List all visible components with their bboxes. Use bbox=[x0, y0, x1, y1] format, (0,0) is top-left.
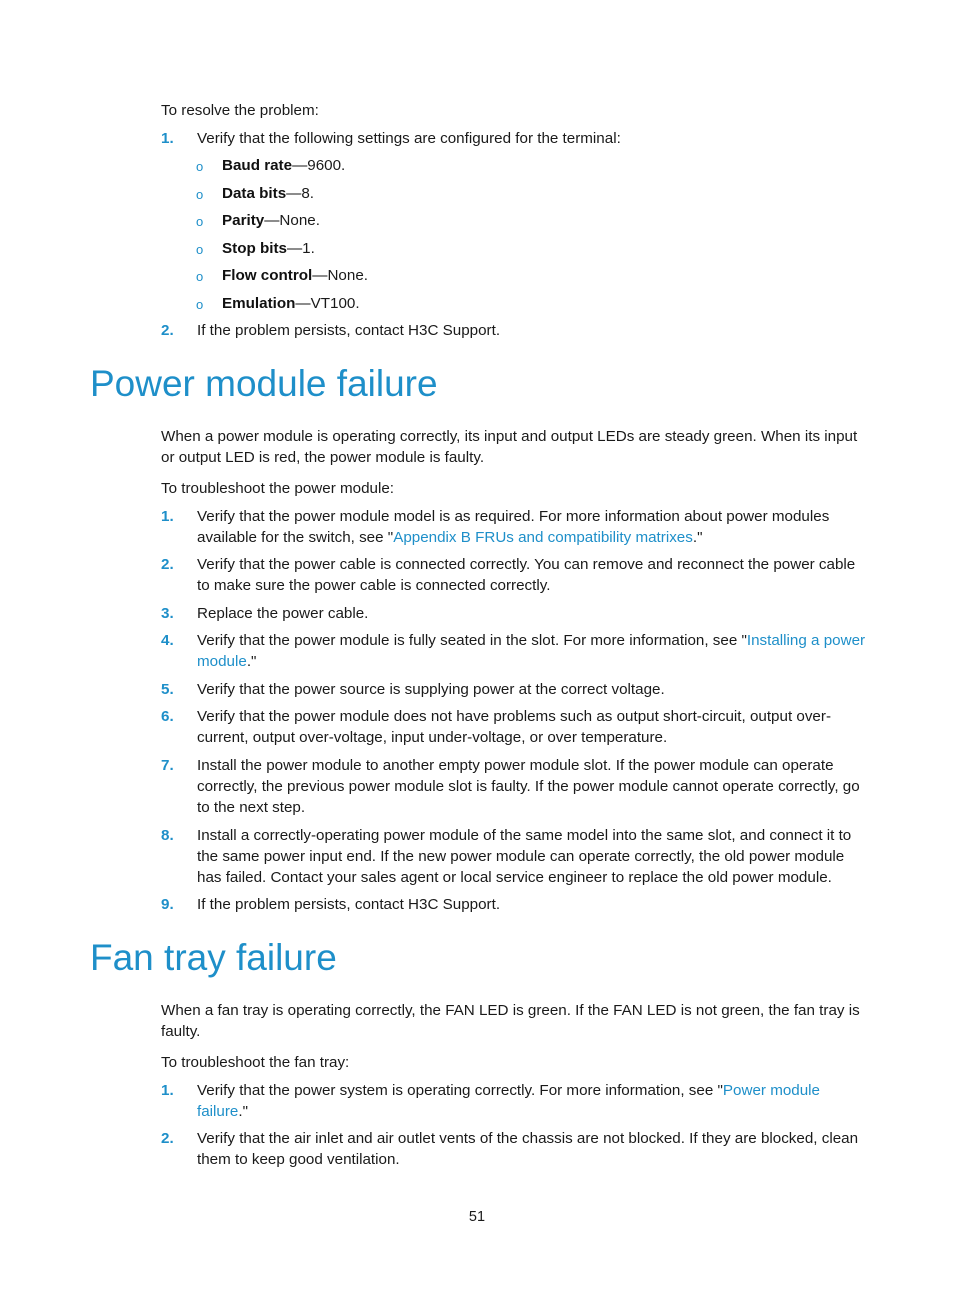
section-description: When a fan tray is operating correctly, the FAN LED is green. If the FAN LED is not green, the fan tray is faulty. bbox=[161, 1002, 860, 1040]
step-text: Verify that the power module does not have problems such as output short-circuit, output over-current, output over-voltage, input under-voltage, or over temperature. bbox=[197, 708, 831, 746]
step-number: 1. bbox=[161, 1082, 174, 1099]
step-text: Verify that the power module is fully seated in the slot. For more information, see "Installing a power module." bbox=[197, 632, 866, 670]
step-text: Verify that the air inlet and air outlet vents of the chassis are not blocked. If they are blocked, clean them to keep good ventilation. bbox=[197, 1130, 859, 1168]
setting-parity: Parity—None. bbox=[222, 212, 320, 229]
section-lead: To troubleshoot the fan tray: bbox=[161, 1054, 350, 1071]
step-number: 1. bbox=[161, 508, 174, 525]
step-text: Install the power module to another empty power module slot. If the power module can operate correctly, the previous power module slot is faulty. If the power module cannot operate correctly, go to the next step. bbox=[197, 757, 860, 816]
setting-emulation: Emulation—VT100. bbox=[222, 295, 360, 312]
setting-flow-control: Flow control—None. bbox=[222, 267, 368, 284]
step-text: Verify that the power cable is connected correctly. You can remove and reconnect the power cable to make sure the power cable is connected correctly. bbox=[197, 556, 856, 594]
xref-link-installing-power-module[interactable]: Installing a power module bbox=[197, 632, 866, 670]
bullet-icon: o bbox=[196, 159, 204, 174]
step-text: If the problem persists, contact H3C Support. bbox=[197, 322, 501, 339]
step-number: 2. bbox=[161, 556, 174, 573]
step-number: 6. bbox=[161, 708, 174, 725]
setting-baud-rate: Baud rate—9600. bbox=[222, 157, 346, 174]
bullet-icon: o bbox=[196, 214, 204, 229]
step-number: 5. bbox=[161, 681, 174, 698]
step-number: 3. bbox=[161, 605, 174, 622]
step-number: 9. bbox=[161, 896, 174, 913]
step-number: 1. bbox=[161, 130, 174, 147]
bullet-icon: o bbox=[196, 242, 204, 257]
step-number: 2. bbox=[161, 1130, 174, 1147]
setting-data-bits: Data bits—8. bbox=[222, 185, 314, 202]
step-text: Verify that the power source is supplying power at the correct voltage. bbox=[197, 681, 665, 698]
step-number: 7. bbox=[161, 757, 174, 774]
bullet-icon: o bbox=[196, 187, 204, 202]
step-number: 2. bbox=[161, 322, 174, 339]
section-heading-power-module-failure: Power module failure bbox=[90, 363, 438, 404]
step-text: Verify that the following settings are configured for the terminal: bbox=[197, 130, 621, 147]
step-text: Verify that the power system is operating correctly. For more information, see "Power module failure." bbox=[197, 1082, 821, 1120]
intro-text: To resolve the problem: bbox=[161, 102, 319, 119]
step-text: If the problem persists, contact H3C Support. bbox=[197, 896, 501, 913]
xref-link-appendix-b[interactable]: Appendix B FRUs and compatibility matrixes bbox=[393, 529, 693, 546]
step-number: 4. bbox=[161, 632, 174, 649]
setting-stop-bits: Stop bits—1. bbox=[222, 240, 315, 257]
xref-link-power-module-failure[interactable]: Power module failure bbox=[197, 1082, 821, 1120]
page-number: 51 bbox=[468, 1209, 486, 1225]
step-number: 8. bbox=[161, 827, 174, 844]
section-heading-fan-tray-failure: Fan tray failure bbox=[90, 937, 337, 978]
step-text: Verify that the power module model is as required. For more information about power modules available for the switch, see "Appendix B FRUs and compatibility matrixes." bbox=[197, 508, 830, 546]
step-text: Replace the power cable. bbox=[197, 605, 369, 622]
bullet-icon: o bbox=[196, 269, 204, 284]
section-lead: To troubleshoot the power module: bbox=[161, 480, 395, 497]
section-description: When a power module is operating correctly, its input and output LEDs are steady green. When its input or output LED is red, the power module is faulty. bbox=[161, 428, 858, 466]
step-text: Install a correctly-operating power module of the same model into the same slot, and connect it to the same power input end. If the new power module can operate correctly, the old power module has failed. Contact your sales agent or local service engineer to replace the old power module. bbox=[197, 827, 852, 886]
bullet-icon: o bbox=[196, 297, 204, 312]
